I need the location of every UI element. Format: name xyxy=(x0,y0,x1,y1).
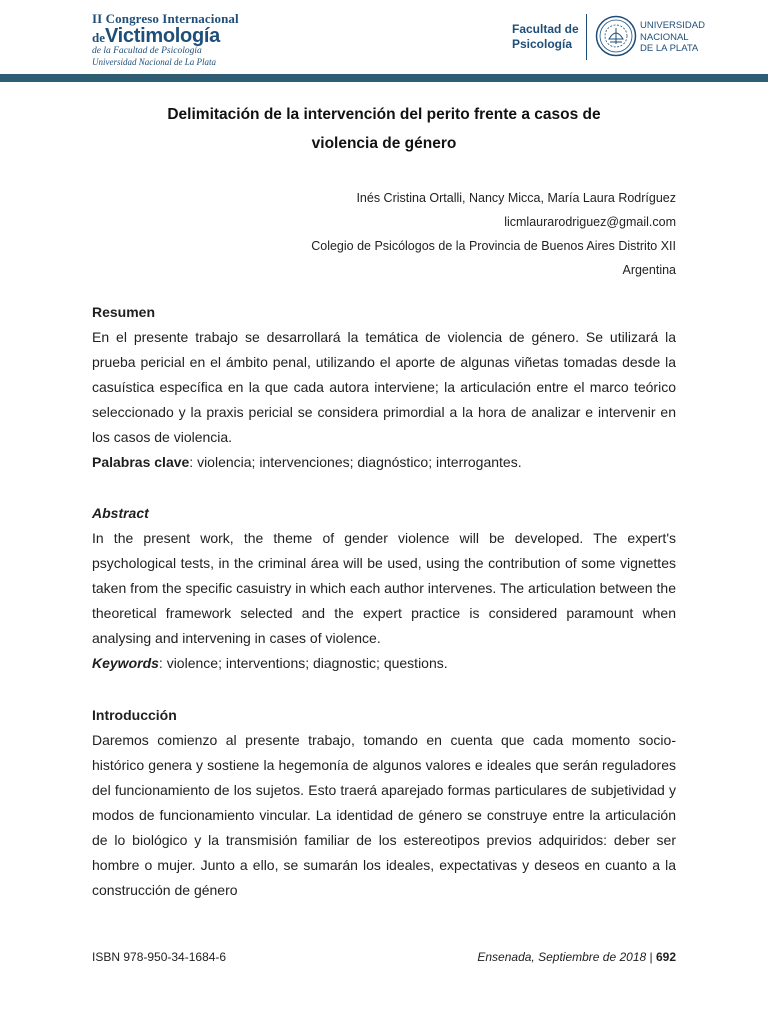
facultad-logo xyxy=(512,22,579,52)
institution: Colegio de Psicólogos de la Provincia de Buenos Aires Distrito XII xyxy=(311,239,676,253)
footer-right xyxy=(477,950,676,964)
abstract-text: In the present work, the theme of gender violence will be developed. The expert's psychological tests, in the criminal área will be used, using the contribution of some vignettes taken from the specific casuistry in which each author intervenes. The articulation between the theoretical framework selected and the expert practice is considered paramount when analysing and intervening in cases of violence. xyxy=(92,530,676,646)
abstract-heading: Abstract xyxy=(92,505,149,521)
page-header xyxy=(0,0,768,80)
paper-title xyxy=(92,100,676,158)
authors: Inés Cristina Ortalli, Nancy Micca, María Laura Rodríguez xyxy=(356,191,676,205)
university-seal-icon xyxy=(595,15,637,57)
congreso-logo xyxy=(92,12,239,67)
universidad-line1: UNIVERSIDAD xyxy=(640,20,705,31)
abstract-keywords-label: Keywords xyxy=(92,655,159,671)
resumen-text: En el presente trabajo se desarrollará la temática de violencia de género. Se utilizará la prueba pericial en el ámbito penal, utilizando el aporte de algunas viñetas tomadas desde la casuística específica en la que cada autora interviene; la articulación entre el marco teórico seleccionado y la praxis pericial se considera primordial a la hora de analizar e intervenir en los casos de violencia. xyxy=(92,329,676,445)
resumen-heading: Resumen xyxy=(92,304,156,320)
footer-separator: | xyxy=(646,950,656,964)
introduccion-text: Daremos comienzo al presente trabajo, tomando en cuenta que cada momento socio-histórico genera y sostiene la hegemonía de algunos valores e ideales que serán reguladores del funcionamiento de los sujetos. Esto traerá aparejado formas particulares de subjetividad y modos de funcionamiento vincular. La identidad de género se construye entre la articulación de lo biológico y la transmisión familiar de los estereotipos previos adquiridos: deber ser hombre o mujer. Junto a ello, se sumarán los ideales, expectativas y deseos en cuanto a la construcción de género xyxy=(92,732,676,898)
congreso-line3: de la Facultad de Psicología xyxy=(92,46,202,56)
resumen-keywords-label: Palabras clave xyxy=(92,454,190,470)
facultad-line1: Facultad de xyxy=(512,22,579,36)
congreso-line4: Universidad Nacional de La Plata xyxy=(92,56,216,67)
introduccion-heading: Introducción xyxy=(92,707,177,723)
congreso-line2 xyxy=(92,26,239,46)
logo-divider xyxy=(586,14,587,60)
paper-title-line1: Delimitación de la intervención del perito frente a casos de xyxy=(167,106,601,123)
abstract-section xyxy=(92,501,676,676)
resumen-keywords xyxy=(92,450,676,475)
introduccion-section xyxy=(92,703,676,903)
abstract-keywords xyxy=(92,651,676,676)
footer-isbn: ISBN 978-950-34-1684-6 xyxy=(92,950,227,964)
header-band xyxy=(0,74,768,82)
abstract-keywords-text: : violence; interventions; diagnostic; questions. xyxy=(158,655,448,671)
facultad-line2: Psicología xyxy=(512,37,573,51)
resumen-keywords-text: : violencia; intervenciones; diagnóstico; interrogantes. xyxy=(189,454,522,470)
congreso-line2-main: Victimología xyxy=(105,25,220,47)
author-block xyxy=(311,186,676,282)
country: Argentina xyxy=(622,263,676,277)
page-number: 692 xyxy=(655,950,676,964)
universidad-line3: DE LA PLATA xyxy=(640,43,699,54)
author-email: licmlaurarodriguez@gmail.com xyxy=(504,215,676,229)
congreso-line2-prefix: de xyxy=(92,30,105,45)
universidad-logo xyxy=(640,20,705,55)
paper-title-line2: violencia de género xyxy=(311,135,457,152)
resumen-section xyxy=(92,300,676,475)
footer-place-date: Ensenada, Septiembre de 2018 xyxy=(477,950,647,964)
universidad-line2: NACIONAL xyxy=(640,31,689,43)
congreso-line1: II Congreso Internacional xyxy=(92,11,239,26)
